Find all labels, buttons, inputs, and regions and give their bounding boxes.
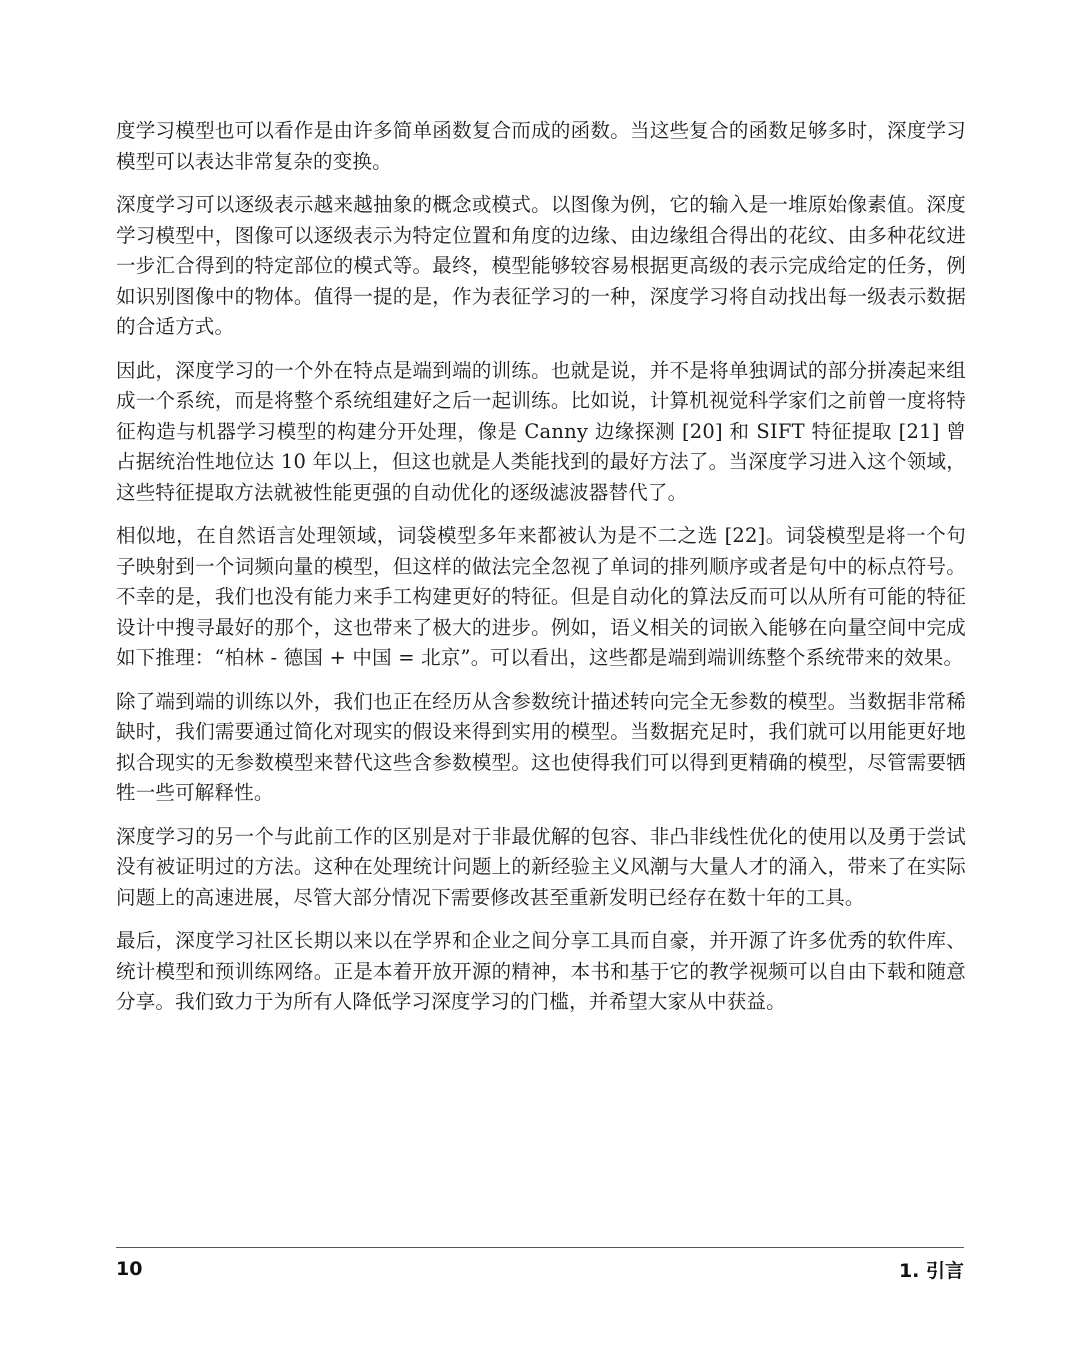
page-number: 10 bbox=[116, 1258, 143, 1280]
paragraph-6: 深度学习的另一个与此前工作的区别是对于非最优解的包容、非凸非线性优化的使用以及勇于尝试没有被证明过的方法。这种在处理统计问题上的新经验主义风潮与大量人才的涌入，带来了在实际问题上的高速进展，尽管大部分情况下需要修改甚至重新发明已经存在数十年的工具。 bbox=[116, 824, 966, 909]
chapter-title: 1. 引言 bbox=[898, 1259, 964, 1282]
paragraph-3: 因此，深度学习的一个外在特点是端到端的训练。也就是说，并不是将单独调试的部分拼凑起来组成一个系统，而是将整个系统组建好之后一起训练。比如说，计算机视觉科学家们之前曾一度将特征构造与机器学习模型的构建分开处理，像是 Canny 边缘探测 [20] 和 SIFT 特征提取 [21] 曾占据统治性地位达 10 年以上，但这也就是人类能找到的最好方法了。当深度学习进入这个领域，这些特征提取方法就被性能更强的自动优化的逐级滤波器替代了。 bbox=[116, 358, 966, 504]
page-body bbox=[116, 116, 966, 1031]
paragraph-1: 度学习模型也可以看作是由许多简单函数复合而成的函数。当这些复合的函数足够多时，深度学习模型可以表达非常复杂的变换。 bbox=[116, 119, 966, 173]
paragraph-4: 相似地，在自然语言处理领域，词袋模型多年来都被认为是不二之选 [22]。词袋模型是将一个句子映射到一个词频向量的模型，但这样的做法完全忽视了单词的排列顺序或者是句中的标点符号。不幸的是，我们也没有能力来手工构建更好的特征。但是自动化的算法反而可以从所有可能的特征设计中搜寻最好的那个，这也带来了极大的进步。例如，语义相关的词嵌入能够在向量空间中完成如下推理：“柏林 - 德国 + 中国 = 北京”。可以看出，这些都是端到端训练整个系统带来的效果。 bbox=[116, 524, 966, 669]
paragraph-2: 深度学习可以逐级表示越来越抽象的概念或模式。以图像为例，它的输入是一堆原始像素值。深度学习模型中，图像可以逐级表示为特定位置和角度的边缘、由边缘组合得出的花纹、由多种花纹进一步汇合得到的特定部位的模式等。最终，模型能够较容易根据更高级的表示完成给定的任务，例如识别图像中的物体。值得一提的是，作为表征学习的一种，深度学习将自动找出每一级表示数据的合适方式。 bbox=[116, 193, 966, 338]
paragraph-5: 除了端到端的训练以外，我们也正在经历从含参数统计描述转向完全无参数的模型。当数据非常稀缺时，我们需要通过简化对现实的假设来得到实用的模型。当数据充足时，我们就可以用能更好地拟合现实的无参数模型来替代这些含参数模型。这也使得我们可以得到更精确的模型，尽管需要牺牲一些可解释性。 bbox=[116, 689, 966, 804]
footer-divider bbox=[116, 1247, 964, 1248]
page-footer bbox=[116, 1254, 964, 1284]
paragraph-7: 最后，深度学习社区长期以来以在学界和企业之间分享工具而自豪，并开源了许多优秀的软件库、统计模型和预训练网络。正是本着开放开源的精神，本书和基于它的教学视频可以自由下载和随意分享。我们致力于为所有人降低学习深度学习的门槛，并希望大家从中获益。 bbox=[116, 929, 966, 1013]
